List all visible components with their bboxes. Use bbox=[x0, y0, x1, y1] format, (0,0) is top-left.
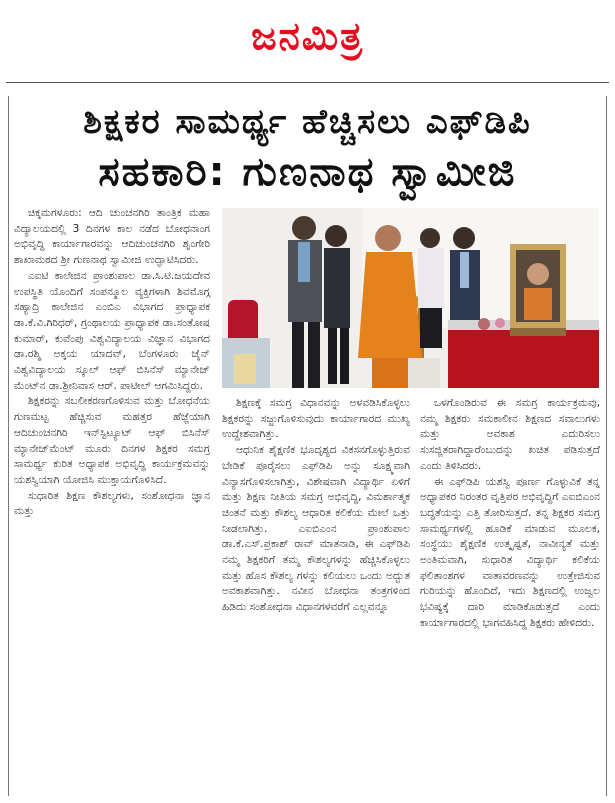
header-rule bbox=[6, 82, 609, 83]
paragraph: ಶಿಕ್ಷಕರನ್ನು ಸಬಲೀಕರಣಗೊಳಿಸುವ ಮತ್ತು ಬೋಧನೆಯ ಗುಣಮಟ್ಟ ಹೆಚ್ಚಿಸುವ ಮಹತ್ತರ ಹೆಜ್ಜೆಯಾಗಿ ಆದಿಚುಂಚನಗಿರಿ ಇನ್‌ಸ್ಟಿಟ್ಯೂಟ್ ಆಫ್ ಬಿಸಿನೆಸ್ ಮ್ಯಾನೇಜ್‌ಮೆಂಟ್ ಮೂರು ದಿನಗಳ ಶಿಕ್ಷಕರ ಸಮಗ್ರ ಸಾಮರ್ಥ್ಯ ಕುರಿತ ಅಧ್ಯಾಪಕ ಅಭಿವೃದ್ಧಿ ಕಾರ್ಯಕ್ರಮವನ್ನು ಯಶಸ್ವಿಯಾಗಿ ಯೋಜಿಸಿ ಮುಕ್ತಾಯಗೊಳಿಸಿದೆ. bbox=[14, 395, 210, 486]
article-column-middle bbox=[222, 396, 410, 616]
paragraph: ಎಐಟಿ ಕಾಲೇಜಿನ ಪ್ರಾಂಶುಪಾಲ ಡಾ.ಸಿ.ಟಿ.ಜಯದೇವ ಉಪಸ್ಥಿತಿ ಯೊಂದಿಗೆ ಸಂಪನ್ಮೂಲ ವ್ಯಕ್ತಿಗಳಾಗಿ ಶಿವಮೊಗ್ಗ ಸಹ್ಯಾದ್ರಿ ಕಾಲೇಜಿನ ಎಂಬಿಎ ವಿಭಾಗದ ಪ್ರಾಧ್ಯಾಪಕ ಡಾ.ಕೆ.ವಿ.ಗಿರಿಧರ್, ಗ್ರಂಥಾಲಯ ಪ್ರಾಧ್ಯಾಪಕ ಡಾ.ಸಂತೋಷ ಕುಮಾರ್, ಕುವೆಂಪು ವಿಶ್ವವಿದ್ಯಾಲಯ ವಿಜ್ಞಾನ ವಿಭಾಗದ ಡಾ.ರಶ್ಮಿ ಅಕ್ಕಯ ಯಾದವ್, ಬೆಂಗಳೂರು ಜೈನ್ ವಿಶ್ವವಿದ್ಯಾಲಯ ಸ್ಕೂಲ್ ಆಫ್ ಬಿಸಿನೆಸ್ ಮ್ಯಾನೇಜ್ ಮೆಂಟ್‌ನ ಡಾ.ಶ್ರೀನಿವಾಸ ಆರ್. ಪಾಟೀಲ್ ಆಗಮಿಸಿದ್ದರು. bbox=[14, 269, 210, 392]
paragraph: ಶಿಕ್ಷಣಕ್ಕೆ ಸಮಗ್ರ ವಿಧಾನವನ್ನು ಅಳವಡಿಸಿಕೊಳ್ಳಲು ಶಿಕ್ಷಕರನ್ನು ಸಜ್ಜುಗೊಳಿಸುವುದು ಕಾರ್ಯಾಗಾರದ ಮುಖ್ಯ ಉದ್ದೇಶವಾಗಿತ್ತು. bbox=[222, 397, 410, 441]
headline-line-1: ಶಿಕ್ಷಕರ ಸಾಮರ್ಥ್ಯ ಹೆಚ್ಚಿಸಲು ಎಫ್‌ಡಿಪಿ bbox=[83, 102, 532, 142]
article-column-left bbox=[14, 206, 210, 520]
paragraph: ಚಿಕ್ಕಮಗಳೂರು: ಆದಿ ಚುಂಚನಗಿರಿ ತಾಂತ್ರಿಕ ಮಹಾ ವಿದ್ಯಾಲಯದಲ್ಲಿ 3 ದಿನಗಳ ಕಾಲ ನಡೆದ ಬೋಧನಾಂಗ ಅಭಿವೃದ್ಧಿ ಕಾರ್ಯಾಗಾರವನ್ನು ಆದಿಚುಂಚನಗಿರಿ ಶೃಂಗೇರಿ ಶಾಖಾಮಠದ ಶ್ರೀ ಗುಣನಾಥ ಸ್ವಾಮೀಜಿ ಉದ್ಘಾಟಿಸಿದರು. bbox=[14, 207, 210, 267]
article-column-right bbox=[420, 396, 600, 632]
paragraph: ಒಳಗೊಂಡಿರುವ ಈ ಸಮಗ್ರ ಕಾರ್ಯಕ್ರಮವು, ನಮ್ಮ ಶಿಕ್ಷಕರು ಸಮಕಾಲೀನ ಶಿಕ್ಷಣದ ಸವಾಲುಗಳು ಮತ್ತು ಅವಕಾಶ ಎದುರಿಸಲು ಸುಸಜ್ಜಿತರಾಗಿದ್ದಾರೆಂಬುದನ್ನು ಖಚಿತ ಪಡಿಸುತ್ತದೆ ಎಂದು ತಿಳಿಸಿದರು. bbox=[420, 397, 600, 472]
paragraph: ಆಧುನಿಕ ಶೈಕ್ಷಣಿಕ ಭೂದೃಶ್ಯದ ವಿಕಸನಗೊಳ್ಳುತ್ತಿರುವ ಬೇಡಿಕೆ ಪೂರೈಸಲು ಎಫ್‌ಡಿಪಿ ಅನ್ನು ಸೂಕ್ಷ್ಮವಾಗಿ ವಿನ್ಯಾಸಗೊಳಿಸಲಾಗಿತ್ತು, ವಿಶೇಷವಾಗಿ ವಿದ್ಯಾರ್ಥಿ ಏಳಿಗೆ ಮತ್ತು ಶಿಕ್ಷಣ ನೀತಿಯ ಸಮಗ್ರ ಅಭಿವೃದ್ಧಿ, ವಿಮರ್ಶಾತ್ಮಕ ಚಿಂತನೆ ಮತ್ತು ಕೌಶಲ್ಯ ಆಧಾರಿತ ಕಲಿಕೆಯ ಮೇಲೆ ಒತ್ತು ನೀಡಲಾಗಿತ್ತು. ಎಐಬಿಎಂನ ಪ್ರಾಂಶುಪಾಲ ಡಾ.ಕೆ.ಎಸ್.ಪ್ರಕಾಶ್ ರಾವ್ ಮಾತನಾಡಿ, ಈ ಎಫ್‌ಡಿಪಿ ನಮ್ಮ ಶಿಕ್ಷಕರಿಗೆ ತಮ್ಮ ಕೌಶಲ್ಯಗಳನ್ನು ಹೆಚ್ಚಿಸಿಕೊಳ್ಳಲು ಮತ್ತು ಹೊಸ ಕೌಶಲ್ಯ ಗಳನ್ನು ಕಲಿಯಲು ಒಂದು ಅದ್ಭುತ ಅವಕಾಶವಾಗಿತ್ತು. ನವೀನ ಬೋಧನಾ ತಂತ್ರಗಳಿಂದ ಹಿಡಿದು ಸಂಶೋಧನಾ ವಿಧಾನಗಳವರೆಗೆ ಎಲ್ಲವನ್ನೂ bbox=[222, 444, 410, 614]
event-photo bbox=[222, 208, 599, 388]
paragraph: ಈ ಎಫ್‌ಡಿಪಿ ಯಶಸ್ವಿ ಪೂರ್ಣ ಗೊಳ್ಳುವಿಕೆ ತನ್ನ ಅಧ್ಯಾಪಕರ ನಿರಂತರ ವೃತ್ತಿಪರ ಅಭಿವೃದ್ಧಿಗೆ ಎಐಬಿಎಂನ ಬದ್ಧತೆಯನ್ನು ಎತ್ತಿ ತೋರಿಸುತ್ತದೆ. ತನ್ನ ಶಿಕ್ಷಕರ ಸಮಗ್ರ ಸಾಮರ್ಥ್ಯಗಳಲ್ಲಿ ಹೂಡಿಕೆ ಮಾಡುವ ಮೂಲಕ, ಸಂಸ್ಥೆಯು ಶೈಕ್ಷಣಿಕ ಉತ್ಕೃಷ್ಟತೆ, ನಾವೀನ್ಯತೆ ಮತ್ತು ಅಂತಿಮವಾಗಿ, ಸುಧಾರಿತ ವಿದ್ಯಾರ್ಥಿ ಕಲಿಕೆಯ ಫಲಿತಾಂಶಗಳ ವಾತಾವರಣವನ್ನು ಉತ್ತೇಜಿಸುವ ಗುರಿಯನ್ನು ಹೊಂದಿದೆ, ಇದು ಶಿಕ್ಷಣದಲ್ಲಿ ಉಜ್ವಲ ಭವಿಷ್ಯಕ್ಕೆ ದಾರಿ ಮಾಡಿಕೊಡುತ್ತದೆ ಎಂದು ಕಾರ್ಯಾಗಾರದಲ್ಲಿ ಭಾಗವಹಿಸಿದ್ದ ಶಿಕ್ಷಕರು ಹೇಳಿದರು. bbox=[420, 475, 600, 629]
paragraph: ಸುಧಾರಿತ ಶಿಕ್ಷಣ ಕೌಶಲ್ಯಗಳು, ಸಂಶೋಧನಾ ಜ್ಞಾನ ಮತ್ತು bbox=[14, 489, 210, 518]
left-border bbox=[8, 96, 9, 796]
headline-line-2: ಸಹಕಾರಿ: ಗುಣನಾಥ ಸ್ವಾಮೀಜಿ bbox=[98, 149, 517, 195]
newspaper-title: ಜನಮಿತ್ರ bbox=[251, 14, 364, 58]
masthead bbox=[0, 0, 615, 72]
right-border bbox=[606, 96, 607, 796]
